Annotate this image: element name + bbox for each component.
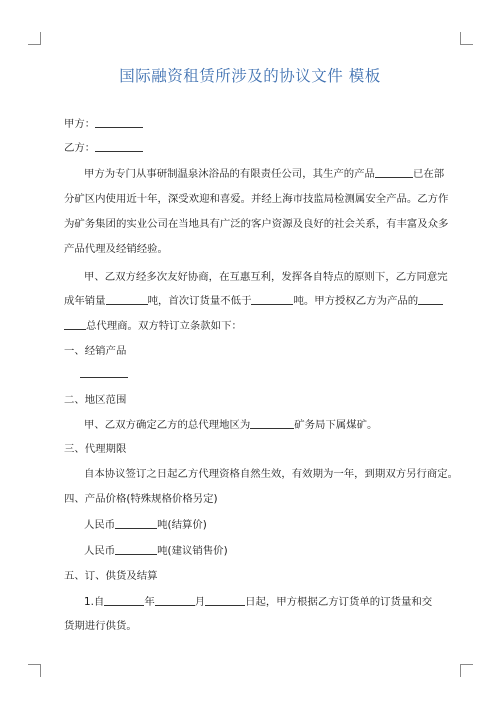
month-blank — [155, 594, 195, 606]
para1-line3: 为矿务集团的实业公司在当地具有广泛的客户资源及良好的社会关系，有丰富及众多 — [64, 218, 449, 230]
corner-mark-top-right — [460, 32, 473, 45]
party-b-line — [64, 140, 444, 156]
para2-line3 — [64, 318, 444, 334]
year-blank — [104, 594, 144, 606]
settlement-price-blank — [115, 517, 157, 529]
party-a-blank — [95, 116, 143, 128]
region-blank — [250, 417, 294, 429]
section5-heading: 五、订、供货及结算 — [64, 570, 158, 582]
section2-text-b: 矿务局下属煤矿。 — [294, 419, 378, 431]
s5-text-a: 1.自 — [84, 596, 105, 608]
price-line-settlement — [64, 517, 464, 533]
price2-label: 人民币 — [84, 545, 116, 557]
s5-text-d: 日起，甲方根据乙方订货单的订货量和交 — [245, 596, 433, 608]
annual-volume-blank — [106, 293, 148, 305]
para2-text-b: 吨，首次订货量不低于 — [147, 295, 252, 307]
corner-mark-bottom-right — [460, 664, 473, 677]
day-blank — [205, 594, 245, 606]
para2-line1: 甲、乙双方经多次友好协商，在互惠互利，发挥各自特点的原则下，乙方同意完 — [84, 271, 448, 283]
product-list-blank — [80, 366, 128, 378]
document-title: 国际融资租赁所涉及的协议文件 模板 — [119, 67, 381, 85]
para2-text-a: 成年销量 — [64, 295, 106, 307]
section3-text: 自本协议签订之日起乙方代理资格自然生效，有效期为一年，到期双方另行商定。 — [84, 468, 459, 480]
para2-text-c: 吨。甲方授权乙方为产品的 — [293, 295, 419, 307]
party-b-label: 乙方： — [64, 142, 96, 154]
para1-text-b: 已在部 — [412, 168, 445, 180]
retail-price-blank — [115, 543, 157, 555]
section2-heading: 二、地区范围 — [64, 394, 127, 406]
price1-unit: 吨(结算价) — [157, 519, 207, 531]
para1-line1 — [64, 166, 444, 182]
section5-line1 — [64, 594, 464, 610]
para1-line2: 分矿区内使用近十年，深受欢迎和喜爱。并经上海市技监局检测属安全产品。乙方作 — [64, 193, 449, 205]
first-order-blank — [251, 293, 293, 305]
corner-mark-bottom-left — [28, 664, 41, 677]
para2-text-d: 总代理商。双方特订立条款如下： — [86, 320, 242, 332]
price-line-retail — [64, 543, 464, 559]
corner-mark-top-left — [28, 32, 41, 45]
s5-text-month: 月 — [194, 596, 206, 608]
para1-line4: 产品代理及经销经验。 — [64, 243, 168, 255]
section1-heading: 一、经销产品 — [64, 345, 127, 357]
party-b-blank — [95, 140, 143, 152]
section2-text — [64, 417, 464, 433]
product-blank — [375, 166, 413, 178]
product-name-blank-a — [418, 293, 443, 305]
product-name-blank-b — [64, 318, 86, 330]
section1-blank-line — [64, 366, 444, 382]
para1-text-a: 甲方为专门从事研制温泉沐浴品的有限责任公司，其生产的产品 — [84, 168, 375, 180]
section4-heading: 四、产品价格(特殊规格价格另定) — [64, 493, 218, 505]
section3-heading: 三、代理期限 — [64, 443, 127, 455]
party-a-line — [64, 116, 444, 132]
section5-line2: 货期进行供货。 — [64, 620, 137, 632]
price2-unit: 吨(建议销售价) — [157, 545, 228, 557]
party-a-label: 甲方： — [64, 118, 96, 130]
s5-text-year: 年 — [144, 596, 155, 608]
section2-text-a: 甲、乙双方确定乙方的总代理地区为 — [84, 419, 251, 431]
price1-label: 人民币 — [84, 519, 116, 531]
para2-line2 — [64, 293, 444, 309]
